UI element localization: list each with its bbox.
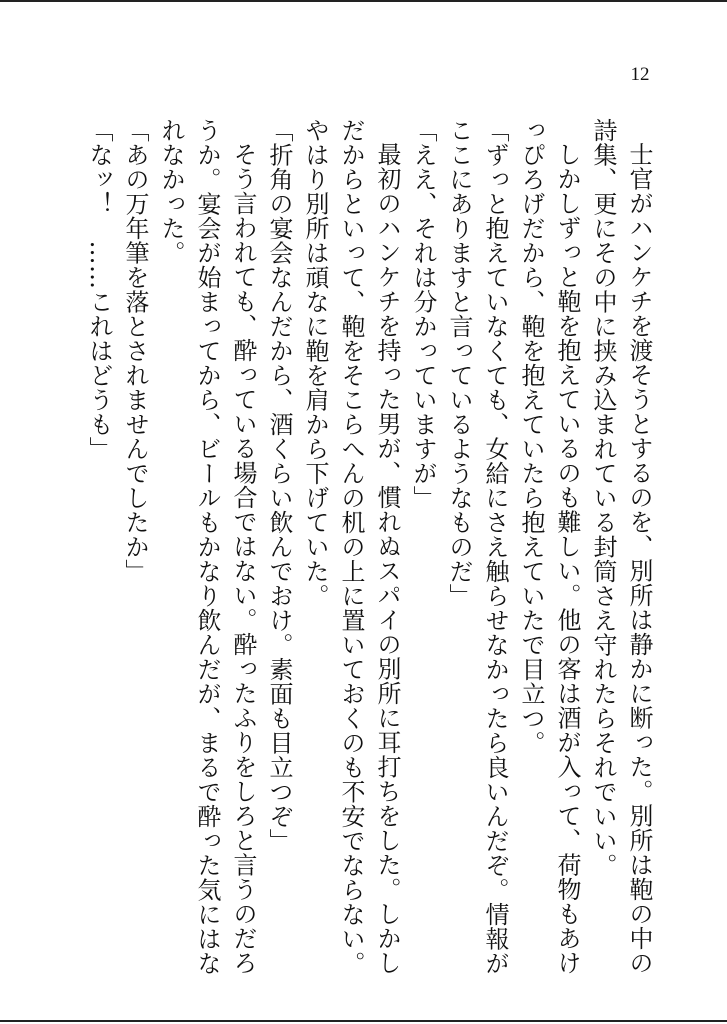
paragraph: 最初のハンケチを持った男が、慣れぬスパイの別所に耳打ちをした。しかしだからといって、鞄をそこらへんの机の上に置いておくのも不安でならない。やはり別所は頑なに鞄を肩から下げていた。 [301,118,401,976]
paragraph: 「折角の宴会なんだから、酒くらい飲んでおけ。素面も目立つぞ」 [265,118,293,853]
vertical-text-body [81,118,657,998]
paragraph: そう言われても、酔っている場合ではない。酔ったふりをしろと言うのだろうか。宴会が始まってから、ビールもかなり飲んだが、まるで酔った気にはなれなかった。 [157,118,257,976]
paragraph: 「なッ！ ……これはどうも」 [85,118,113,461]
bottom-border [0,1020,727,1022]
top-border [0,0,727,2]
paragraph: 「ええ、それは分かっていますが」 [409,118,437,510]
paragraph: しかしずっと鞄を抱えているのも難しい。他の客は酒が入って、荷物もあけっぴろげだから、鞄を抱えていたら抱えていたで目立つ。 [517,118,581,975]
paragraph: 士官がハンケチを渡そうとするのを、別所は静かに断った。別所は鞄の中の詩集、更にその中に挟み込まれている封筒さえ守れたらそれでいい。 [589,118,653,975]
page-number: 12 [630,64,650,85]
paragraph: 「あの万年筆を落とされませんでしたか」 [121,118,149,584]
paragraph: 「ずっと抱えていなくても、女給にさえ触らせなかったら良いんだぞ。情報がここにありますと言っているようなものだ」 [445,118,509,976]
